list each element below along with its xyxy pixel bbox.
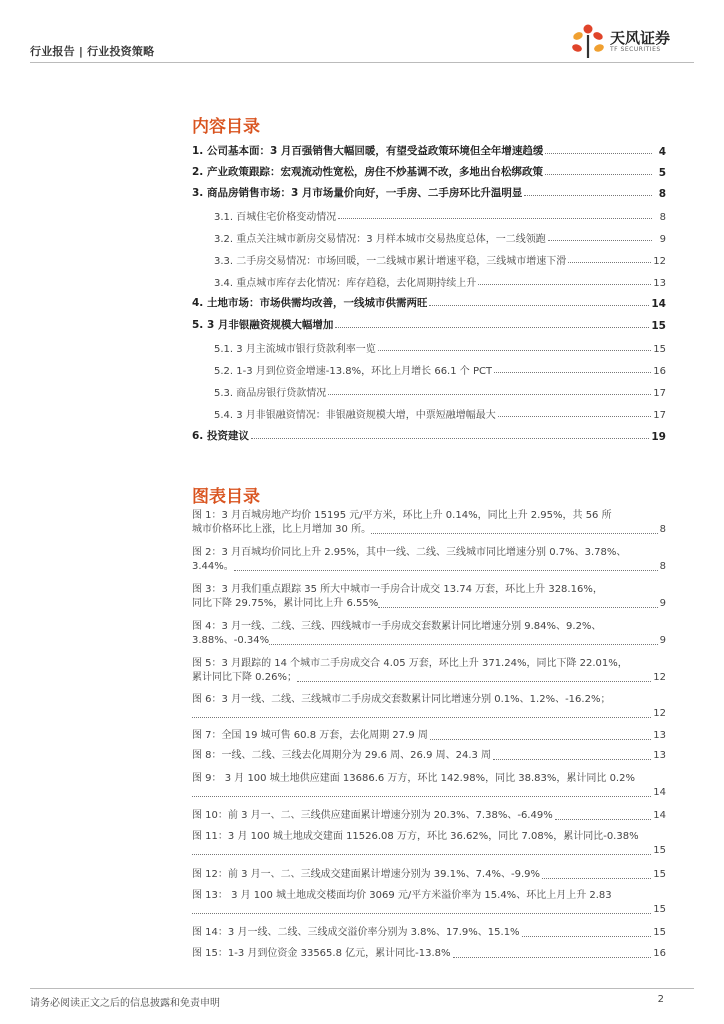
figure-entry-page: 15: [653, 845, 666, 856]
toc-entry[interactable]: [192, 294, 666, 310]
page-number: 2: [657, 994, 664, 1005]
figure-entry-text: 图 1：3 月百城房地产均价 15195 元/平方米，环比上升 0.14%，同比上升 2.95%，共 56 所: [192, 510, 612, 521]
figure-entry-text: 图 11：3 月 100 城土地成交建面 11526.08 万方，环比 36.62%，同比 7.08%，累计同比-0.38%: [192, 831, 639, 842]
logo-mark-icon: [570, 22, 606, 60]
toc-entry[interactable]: [214, 339, 666, 355]
figure-entry-page: 15: [653, 904, 666, 915]
toc-entry[interactable]: [214, 361, 666, 377]
figure-entry-text: 图 9： 3 月 100 城土地供应建面 13686.6 万方，环比 142.98%，同比 38.83%，累计同比 0.2%: [192, 773, 635, 784]
toc-entry-page: 17: [653, 388, 666, 399]
figure-entry-page: 15: [653, 927, 666, 938]
figure-entry-page: 12: [653, 708, 666, 719]
figure-entry-text: 图 15：1-3 月到位资金 33565.8 亿元，累计同比-13.8%: [192, 948, 451, 959]
figure-entry-page: 14: [653, 787, 666, 798]
logo-subtitle: TF SECURITIES: [610, 46, 661, 53]
toc-entry[interactable]: [214, 229, 666, 245]
leader-dots: [429, 305, 649, 306]
figure-entry-page: 12: [653, 672, 666, 683]
leader-dots: [494, 372, 651, 373]
leader-dots: [453, 957, 652, 958]
figure-entry[interactable]: [192, 508, 666, 538]
toc-entry[interactable]: [192, 316, 666, 332]
figure-entry-text: 图 14：3 月一线、二线、三线成交溢价率分别为 3.8%、17.9%、15.1%: [192, 927, 520, 938]
header-divider: [30, 62, 694, 63]
leader-dots: [568, 262, 651, 263]
toc-entry-text: 4. 土地市场：市场供需均改善，一线城市供需两旺: [192, 297, 428, 309]
leader-dots: [338, 218, 652, 219]
toc-entry-page: 16: [653, 366, 666, 377]
leader-dots: [192, 854, 651, 855]
figure-entry-text-cont: 3.44%。: [192, 561, 234, 572]
leader-dots: [555, 819, 652, 820]
company-logo: [570, 22, 700, 62]
leader-dots: [542, 878, 651, 879]
figure-entry-text: 图 4：3 月一线、二线、三线、四线城市一手房成交套数累计同比增速分别 9.84%、9.2%、: [192, 621, 602, 632]
leader-dots: [545, 153, 652, 154]
toc-entry[interactable]: [214, 251, 666, 267]
figure-entry-page: 14: [653, 810, 666, 821]
figure-entry-page: 15: [653, 869, 666, 880]
toc-entry-page: 12: [653, 256, 666, 267]
toc-entry-text: 5.2. 1-3 月到位资金增速-13.8%，环比上月增长 66.1 个 PCT: [214, 366, 493, 377]
figure-entry-text: 图 7：全国 19 城可售 60.8 万套，去化周期 27.9 周: [192, 730, 428, 741]
toc-entry-page: 17: [653, 410, 666, 421]
toc-entry-page: 5: [658, 167, 666, 179]
leader-dots: [430, 739, 651, 740]
leader-dots: [522, 936, 652, 937]
figure-entry[interactable]: [192, 728, 666, 744]
leader-dots: [478, 284, 651, 285]
leader-dots: [498, 416, 651, 417]
figure-entry[interactable]: [192, 582, 666, 612]
footer-disclaimer: 请务必阅读正文之后的信息披露和免责申明: [30, 998, 220, 1009]
toc-entry-text: 6. 投资建议: [192, 430, 249, 442]
toc-entry-page: 4: [658, 146, 666, 158]
figure-entry[interactable]: [192, 771, 666, 801]
leader-dots: [524, 195, 652, 196]
figure-entry-page: 9: [659, 635, 666, 646]
toc-entry-text: 2. 产业政策跟踪：宏观流动性宽松，房住不炒基调不改，多地出台松绑政策: [192, 166, 543, 178]
leader-dots: [493, 759, 651, 760]
toc-entry-page: 14: [651, 298, 666, 310]
toc-entry[interactable]: [214, 207, 666, 223]
leader-dots: [548, 240, 652, 241]
toc-entry-text: 3. 商品房销售市场：3 月市场量价向好，一手房、二手房环比升温明显: [192, 187, 523, 199]
toc-entry[interactable]: [192, 427, 666, 443]
figure-entry-page: 13: [653, 730, 666, 741]
leader-dots: [192, 717, 651, 718]
toc-entry-page: 15: [653, 344, 666, 355]
figure-entry-text-cont: 城市价格环比上涨，比上月增加 30 所。: [192, 524, 372, 535]
footer-divider: [30, 988, 694, 989]
figure-entry[interactable]: [192, 748, 666, 764]
toc-entry[interactable]: [214, 405, 666, 421]
leader-dots: [251, 438, 649, 439]
toc-entry[interactable]: [192, 142, 666, 158]
toc-entry-page: 9: [659, 234, 666, 245]
toc-entry-page: 13: [653, 278, 666, 289]
figure-entry[interactable]: [192, 888, 666, 918]
figure-entry-text: 图 13： 3 月 100 城土地成交楼面均价 3069 元/平方米溢价率为 15.4%、环比上月上升 2.83: [192, 890, 612, 901]
figure-entry-page: 16: [653, 948, 666, 959]
toc-entry-page: 19: [651, 431, 666, 443]
toc-entry[interactable]: [192, 184, 666, 200]
figure-entry-text: 图 3：3 月我们重点跟踪 35 所大中城市一手房合计成交 13.74 万套，环比上升 328.16%，: [192, 584, 603, 595]
figure-entry[interactable]: [192, 545, 666, 575]
leader-dots: [545, 174, 652, 175]
leader-dots: [269, 644, 657, 645]
toc-entry[interactable]: [214, 383, 666, 399]
toc-entry-text: 5.3. 商品房银行贷款情况: [214, 388, 327, 399]
toc-entry[interactable]: [214, 273, 666, 289]
figures-title: 图表目录: [192, 487, 260, 507]
figure-entry-text: 图 6：3 月一线、二线、三线城市二手房成交套数累计同比增速分别 0.1%、1.2%、-16.2%；: [192, 694, 611, 705]
figure-entry-text: 图 2：3 月百城均价同比上升 2.95%，其中一线、二线、三线城市同比增速分别 0.7%、3.78%、: [192, 547, 627, 558]
leader-dots: [192, 913, 651, 914]
leader-dots: [378, 350, 651, 351]
toc-entry-text: 5.4. 3 月非银融资情况：非银融资规模大增，中票短融增幅最大: [214, 410, 496, 421]
leader-dots: [378, 607, 657, 608]
toc-entry-text: 3.3. 二手房交易情况：市场回暖，一二线城市累计增速平稳，三线城市增速下滑: [214, 256, 567, 267]
logo-name: 天风证券: [610, 29, 671, 47]
leader-dots: [297, 681, 651, 682]
figure-entry-text: 图 10：前 3 月一、二、三线供应建面累计增速分别为 20.3%、7.38%、-6.49%: [192, 810, 553, 821]
figure-entry-text-cont: 3.88%、-0.34%: [192, 635, 270, 646]
figure-entry-page: 8: [659, 561, 666, 572]
figure-entry[interactable]: [192, 692, 666, 722]
figure-entry-text-cont: 同比下降 29.75%，累计同比上升 6.55%: [192, 598, 379, 609]
leader-dots: [335, 327, 649, 328]
toc-entry-text: 3.4. 重点城市库存去化情况：库存趋稳，去化周期持续上升: [214, 278, 477, 289]
figure-entry[interactable]: [192, 925, 666, 941]
toc-entry-page: 8: [658, 188, 666, 200]
toc-entry-text: 5. 3 月非银融资规模大幅增加: [192, 319, 334, 331]
leader-dots: [192, 796, 651, 797]
toc-entry-page: 15: [651, 320, 666, 332]
leader-dots: [328, 394, 651, 395]
figure-entry[interactable]: [192, 619, 666, 649]
figure-entry-text: 图 8：一线、二线、三线去化周期分为 29.6 周、26.9 周、24.3 周: [192, 750, 492, 761]
toc-entry-text: 3.1. 百城住宅价格变动情况: [214, 212, 337, 223]
figure-entry-page: 9: [659, 598, 666, 609]
leader-dots: [234, 570, 658, 571]
figure-entry-page: 8: [659, 524, 666, 535]
figure-entry-text: 图 5：3 月跟踪的 14 个城市二手房成交合 4.05 万套，环比上升 371.24%，同比下降 22.01%，: [192, 658, 628, 669]
toc-entry-text: 3.2. 重点关注城市新房交易情况：3 月样本城市交易热度总体，一二线领跑: [214, 234, 546, 245]
figure-entry[interactable]: [192, 808, 666, 824]
figure-entry-text-cont: 累计同比下降 0.26%；: [192, 672, 297, 683]
figure-entry[interactable]: [192, 829, 666, 859]
figure-entry-text: 图 12：前 3 月一、二、三线成交建面累计增速分别为 39.1%、7.4%、-9.9%: [192, 869, 540, 880]
toc-title: 内容目录: [192, 117, 260, 137]
report-breadcrumb: 行业报告 | 行业投资策略: [30, 45, 155, 58]
figure-entry[interactable]: [192, 867, 666, 883]
figure-entry[interactable]: [192, 656, 666, 686]
toc-entry-page: 8: [659, 212, 666, 223]
toc-entry[interactable]: [192, 163, 666, 179]
leader-dots: [371, 533, 658, 534]
toc-entry-text: 5.1. 3 月主流城市银行贷款利率一览: [214, 344, 376, 355]
figure-entry[interactable]: [192, 946, 666, 962]
toc-entry-text: 1. 公司基本面：3 月百强销售大幅回暖，有望受益政策环境但全年增速趋缓: [192, 145, 544, 157]
figure-entry-page: 13: [653, 750, 666, 761]
